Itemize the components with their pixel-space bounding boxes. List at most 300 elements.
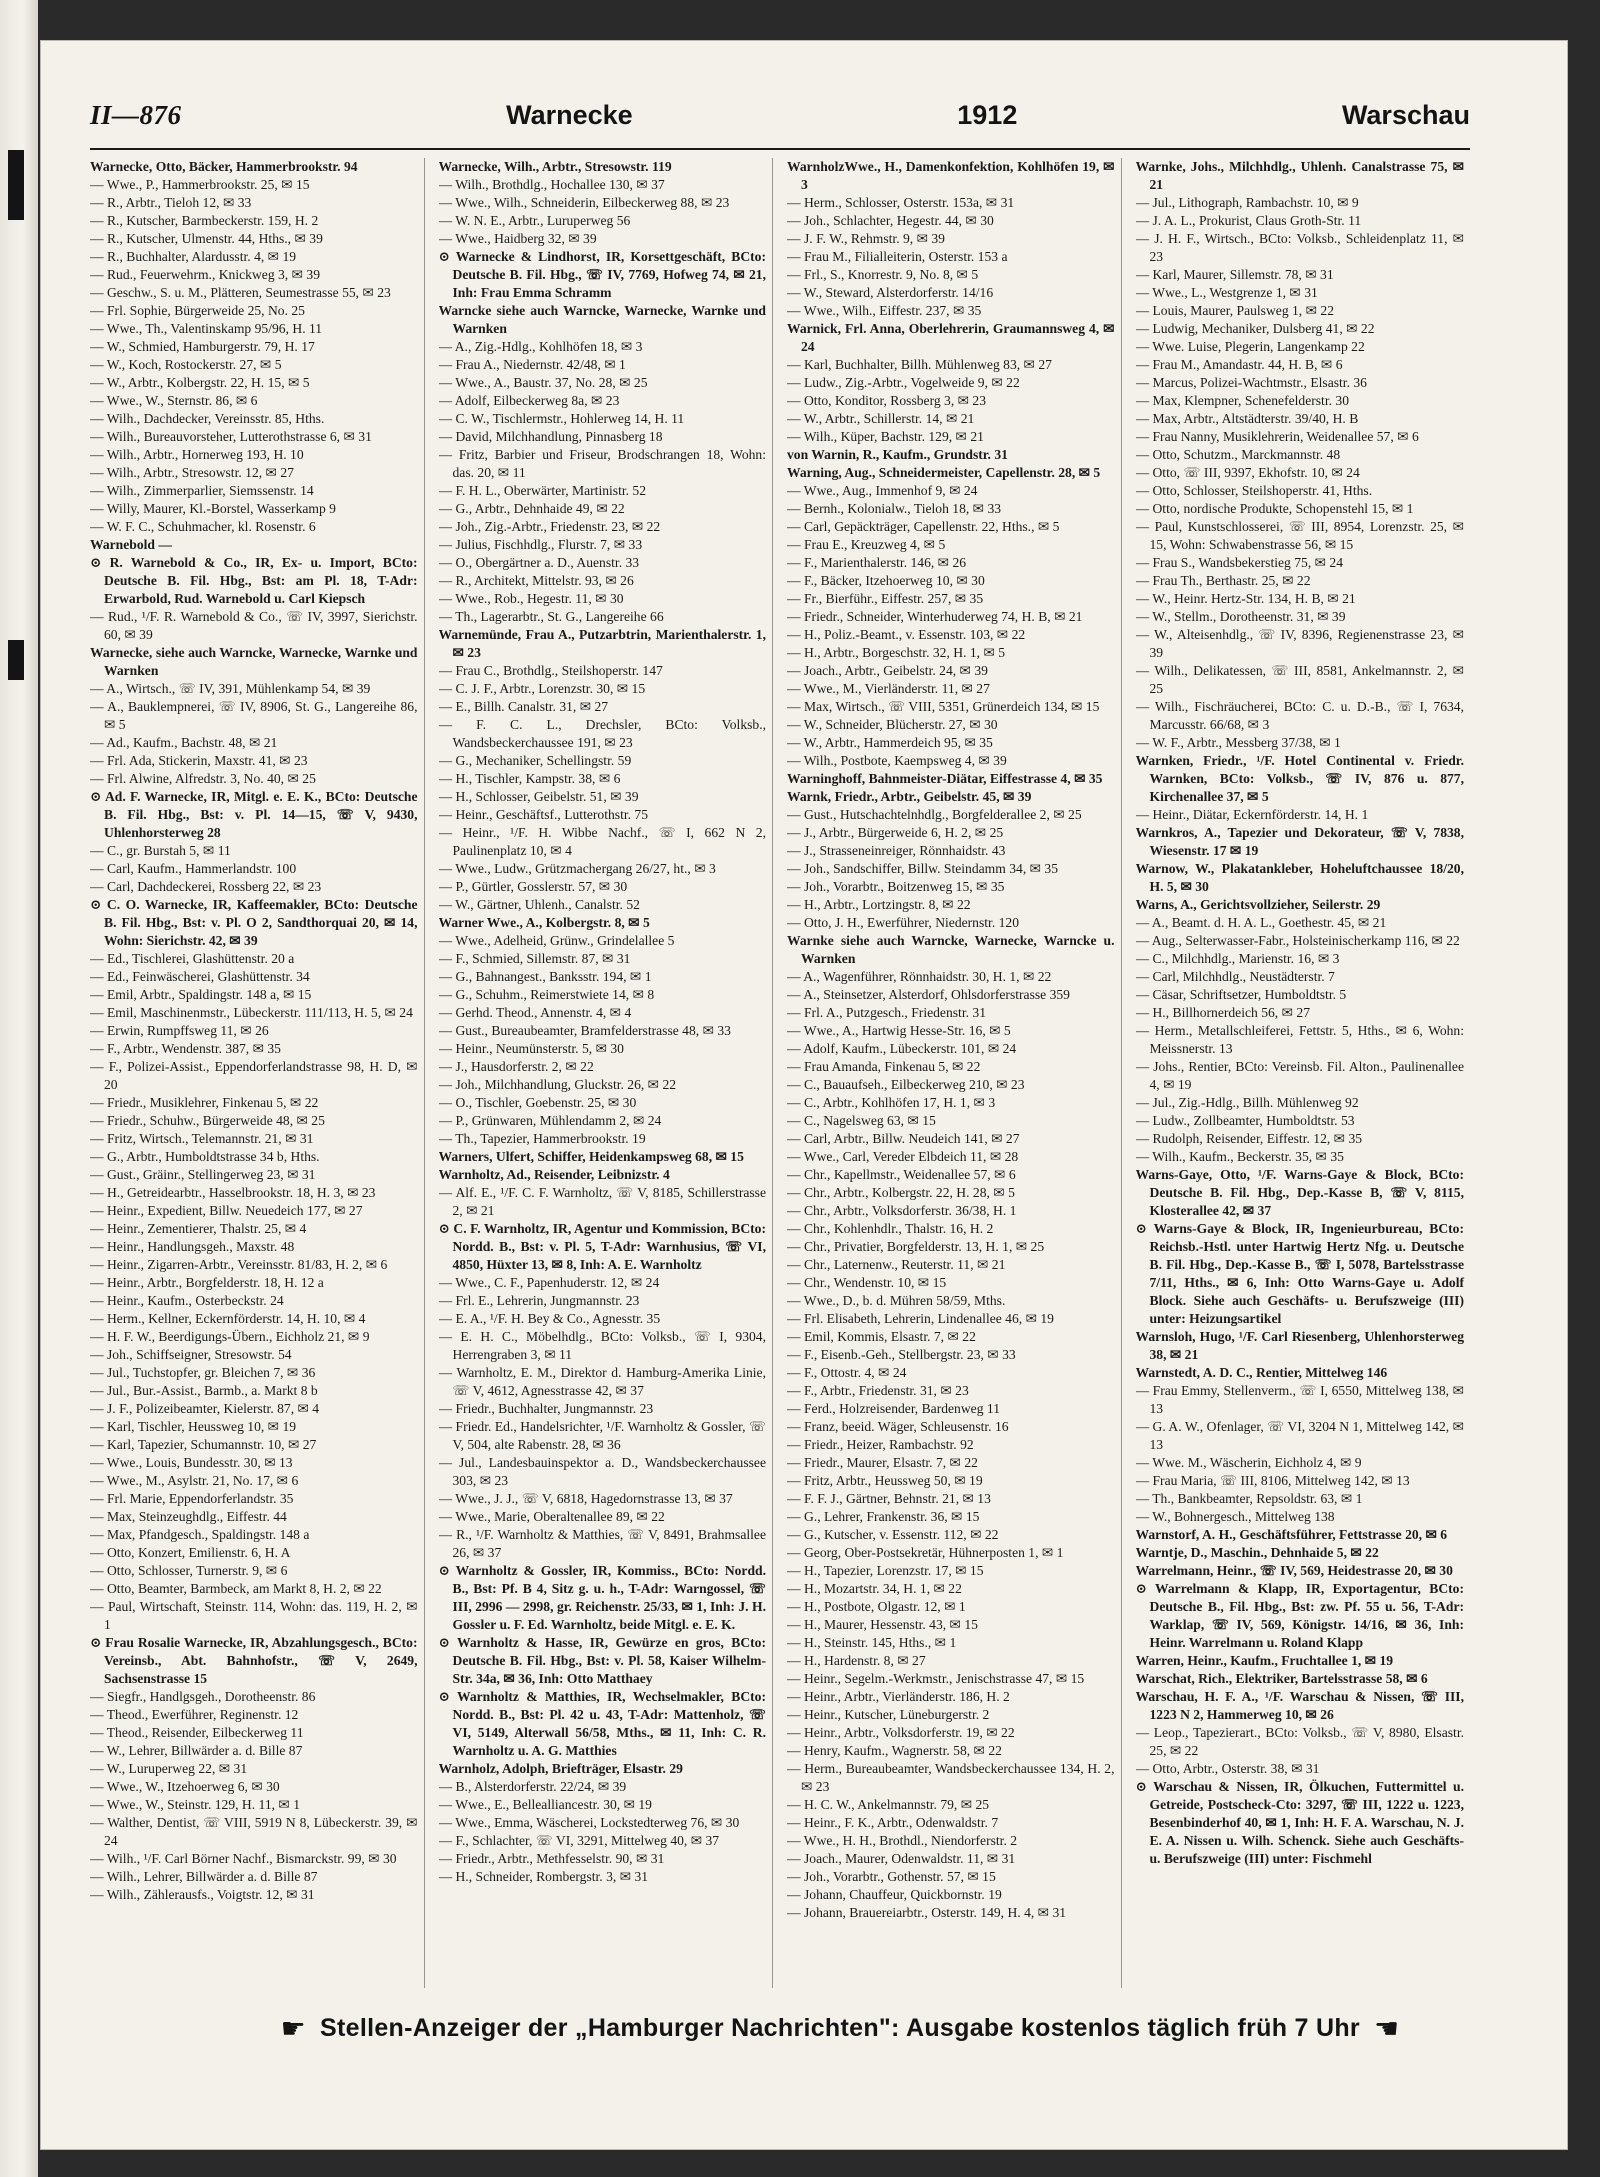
directory-entry: — Karl, Tapezier, Schumannstr. 10, ✉ 27: [90, 1437, 317, 1452]
directory-entry: — Max, Arbtr., Altstädterstr. 39/40, H. B: [1135, 411, 1359, 426]
directory-entry: — H., Poliz.-Beamt., v. Essenstr. 103, ✉ 22: [787, 627, 1026, 642]
directory-entry: — Wwe., Emma, Wäscherei, Lockstedterweg 76, ✉ 30: [438, 1815, 740, 1830]
directory-entry: — Friedr., Arbtr., Methfesselstr. 90, ✉ 31: [438, 1851, 665, 1866]
directory-entry: — Willy, Maurer, Kl.-Borstel, Wasserkamp 9: [90, 501, 336, 516]
directory-entry: — Wilh., Fischräucherei, BCto: C. u. D.-B., ☏ I, 7634, Marcusstr. 66/68, ✉ 3: [1135, 699, 1464, 732]
directory-entry: — Heinr., Zigarren-Arbtr., Vereinsstr. 81/83, H. 2, ✉ 6: [90, 1257, 388, 1272]
directory-entry: — F., Arbtr., Wendenstr. 387, ✉ 35: [90, 1041, 281, 1056]
directory-entry: — Heinr., Arbtr., Vierländerstr. 186, H. 2: [787, 1689, 1010, 1704]
directory-entry: — Wilh., Bureauvorsteher, Lutterothstrasse 6, ✉ 31: [90, 429, 372, 444]
directory-entry: Warnk, Friedr., Arbtr., Geibelstr. 45, ✉ 39: [787, 789, 1032, 804]
page-header: [90, 100, 1470, 140]
directory-entry: — Max, Klempner, Schenefelderstr. 30: [1135, 393, 1349, 408]
directory-entry: ⊙ Warnholtz & Matthies, IR, Wechselmakler, BCto: Nordd. B., Bst: Pl. 42 u. 43, T-Adr: Mattenholz, ☏ VI, 5149, Alterwall 56/58, Mths., ✉ 11, Inh: C. R. Warnholtz u. A. G. Matthies: [438, 1689, 766, 1758]
directory-entry: — Wilh., Küper, Bachstr. 129, ✉ 21: [787, 429, 984, 444]
directory-entry: — Walther, Dentist, ☏ VIII, 5919 N 8, Lübeckerstr. 39, ✉ 24: [90, 1815, 418, 1848]
directory-entry: — Alf. E., ¹/F. C. F. Warnholtz, ☏ V, 8185, Schillerstrasse 2, ✉ 21: [438, 1185, 766, 1218]
directory-entry: — H., Billhornerdeich 56, ✉ 27: [1135, 1005, 1310, 1020]
directory-entry: — Wwe., W., Sternstr. 86, ✉ 6: [90, 393, 258, 408]
pointing-hand-icon: ☛: [280, 2012, 307, 2044]
directory-entry: — Chr., Arbtr., Volksdorferstr. 36/38, H. 1: [787, 1203, 1017, 1218]
directory-entry: — Carl, Arbtr., Billw. Neudeich 141, ✉ 27: [787, 1131, 1020, 1146]
directory-entry: Warns, A., Gerichtsvollzieher, Seilerstr. 29: [1135, 897, 1381, 912]
directory-entry: — Otto, Schutzm., Marckmannstr. 48: [1135, 447, 1341, 462]
directory-entry: — W., Arbtr., Kolbergstr. 22, H. 15, ✉ 5: [90, 375, 310, 390]
column-2: [439, 158, 774, 1988]
directory-entry: Warnholz, Adolph, Briefträger, Elsastr. 29: [438, 1761, 683, 1776]
directory-entry: Warnecke, siehe auch Warncke, Warnecke, Warnke und Warnken: [90, 645, 418, 678]
directory-entry: ⊙ R. Warnebold & Co., IR, Ex- u. Import, BCto: Deutsche B. Fil. Hbg., Bst: am Pl. 18, T-Adr: Erwarbold, Rud. Warnebold u. Carl Kiepsch: [90, 555, 418, 606]
directory-entry: WarnholzWwe., H., Damenkonfektion, Kohlhöfen 19, ✉ 3: [787, 159, 1115, 192]
directory-entry: Warren, Heinr., Kaufm., Fruchtallee 1, ✉ 19: [1135, 1653, 1394, 1668]
directory-entry: — Wwe., Th., Valentinskamp 95/96, H. 11: [90, 321, 323, 336]
directory-entry: — Ludw., Zig.-Arbtr., Vogelweide 9, ✉ 22: [787, 375, 1020, 390]
directory-entry: — Carl, Gepäckträger, Capellenstr. 22, Hths., ✉ 5: [787, 519, 1060, 534]
directory-entry: — Frau E., Kreuzweg 4, ✉ 5: [787, 537, 946, 552]
directory-entry: — Friedr., Schneider, Winterhuderweg 74, H. B, ✉ 21: [787, 609, 1083, 624]
directory-columns: [90, 158, 1470, 1988]
directory-entry: — Wwe., C. F., Papenhuderstr. 12, ✉ 24: [438, 1275, 660, 1290]
directory-entry: — W., Lehrer, Billwärder a. d. Bille 87: [90, 1743, 303, 1758]
directory-entry: — Frau M., Amandastr. 44, H. B, ✉ 6: [1135, 357, 1343, 372]
directory-entry: — H., Schlosser, Geibelstr. 51, ✉ 39: [438, 789, 639, 804]
directory-entry: — Wwe., A., Hartwig Hesse-Str. 16, ✉ 5: [787, 1023, 1011, 1038]
directory-entry: — B., Alsterdorferstr. 22/24, ✉ 39: [438, 1779, 627, 1794]
directory-entry: — Gust., Bureaubeamter, Bramfelderstrasse 48, ✉ 33: [438, 1023, 731, 1038]
directory-entry: ⊙ Warschau & Nissen, IR, Ölkuchen, Futtermittel u. Getreide, Postscheck-Cto: 3297, ☏ III, 1222 u. 1223, Besenbinderhof 40, ✉ 1, Inh: H. F. A. Warschau, N. J. E. A. Nissen u. Wilh. Schenck. Siehe auch Geschäfts- u. Berufszweige (III) unter: Fischmehl: [1135, 1779, 1464, 1866]
directory-entry: — Wwe. M., Wäscherin, Eichholz 4, ✉ 9: [1135, 1455, 1362, 1470]
directory-entry: — Karl, Buchhalter, Billh. Mühlenweg 83, ✉ 27: [787, 357, 1052, 372]
footer-advert: [200, 2008, 1480, 2048]
directory-entry: Warrelmann, Heinr., ☏ IV, 569, Heidestrasse 20, ✉ 30: [1135, 1563, 1453, 1578]
directory-entry: Warnholtz, Ad., Reisender, Leibnizstr. 4: [438, 1167, 670, 1182]
directory-entry: ⊙ C. F. Warnholtz, IR, Agentur und Kommission, BCto: Nordd. B., Bst: v. Pl. 5, T-Adr: Warnhusius, ☏ VI, 4850, Hüxter 13, ✉ 8, Inh: A. E. Warnholtz: [438, 1221, 766, 1272]
directory-entry: — Heinr., Kutscher, Lüneburgerstr. 2: [787, 1707, 990, 1722]
directory-entry: — Max, Wirtsch., ☏ VIII, 5351, Grünerdeich 134, ✉ 15: [787, 699, 1100, 714]
directory-entry: — E. H. C., Möbelhdlg., BCto: Volksb., ☏ I, 9304, Herrengraben 3, ✉ 11: [438, 1329, 766, 1362]
directory-entry: — Jul., Lithograph, Rambachstr. 10, ✉ 9: [1135, 195, 1359, 210]
directory-entry: — Erwin, Rumpffsweg 11, ✉ 26: [90, 1023, 269, 1038]
page-number: II—876: [90, 100, 182, 130]
directory-entry: — Geschw., S. u. M., Plätteren, Seumestrasse 55, ✉ 23: [90, 285, 391, 300]
directory-entry: — Emil, Kommis, Elsastr. 7, ✉ 22: [787, 1329, 976, 1344]
directory-entry: — H., Tischler, Kampstr. 38, ✉ 6: [438, 771, 621, 786]
directory-entry: — W., Arbtr., Schillerstr. 14, ✉ 21: [787, 411, 975, 426]
directory-entry: — Frl. Sophie, Bürgerweide 25, No. 25: [90, 303, 305, 318]
directory-entry: — H., Arbtr., Borgeschstr. 32, H. 1, ✉ 5: [787, 645, 1006, 660]
directory-entry: — Carl, Milchhdlg., Neustädterstr. 7: [1135, 969, 1335, 984]
directory-entry: — O., Tischler, Goebenstr. 25, ✉ 30: [438, 1095, 637, 1110]
directory-entry: — Wilh., Dachdecker, Vereinsstr. 85, Hths.: [90, 411, 325, 426]
directory-entry: — H., Getreidearbtr., Hasselbrookstr. 18, H. 3, ✉ 23: [90, 1185, 376, 1200]
directory-entry: Warnkros, A., Tapezier und Dekorateur, ☏ V, 7838, Wiesenstr. 17 ✉ 19: [1135, 825, 1464, 858]
directory-entry: — Karl, Tischler, Heussweg 10, ✉ 19: [90, 1419, 297, 1434]
directory-entry: — Frau Amanda, Finkenau 5, ✉ 22: [787, 1059, 981, 1074]
directory-entry: — Aug., Selterwasser-Fabr., Holsteinischerkamp 116, ✉ 22: [1135, 933, 1460, 948]
directory-entry: — H., Maurer, Hessenstr. 43, ✉ 15: [787, 1617, 978, 1632]
directory-entry: — Bernh., Kolonialw., Tieloh 18, ✉ 33: [787, 501, 1002, 516]
directory-entry: — F. H. L., Oberwärter, Martinistr. 52: [438, 483, 647, 498]
directory-entry: — Wilh., Lehrer, Billwärder a. d. Bille 87: [90, 1869, 318, 1884]
column-1: [90, 158, 425, 1988]
directory-entry: — E. A., ¹/F. H. Bey & Co., Agnesstr. 35: [438, 1311, 661, 1326]
directory-entry: — Herm., Schlosser, Osterstr. 153a, ✉ 31: [787, 195, 1015, 210]
directory-entry: ⊙ Warnholtz & Hasse, IR, Gewürze en gros, BCto: Deutsche B. Fil. Hbg., Bst: v. Pl. 58, Kaiser Wilhelm-Str. 34a, ✉ 36, Inh: Otto Matthaey: [438, 1635, 766, 1686]
directory-entry: Warnebold —: [90, 537, 172, 552]
directory-entry: — Fritz, Wirtsch., Telemannstr. 21, ✉ 31: [90, 1131, 314, 1146]
directory-entry: — Heinr., Arbtr., Volksdorferstr. 19, ✉ 22: [787, 1725, 1015, 1740]
directory-entry: — Carl, Kaufm., Hammerlandstr. 100: [90, 861, 297, 876]
directory-entry: — G. A. W., Ofenlager, ☏ VI, 3204 N 1, Mittelweg 142, ✉ 13: [1135, 1419, 1464, 1452]
directory-entry: — Otto, Beamter, Barmbeck, am Markt 8, H. 2, ✉ 22: [90, 1581, 382, 1596]
directory-entry: — Wilh., Zählerausfs., Voigtstr. 12, ✉ 31: [90, 1887, 315, 1902]
directory-entry: — Joach., Arbtr., Geibelstr. 24, ✉ 39: [787, 663, 988, 678]
directory-entry: — Paul, Kunstschlosserei, ☏ III, 8954, Lorenzstr. 25, ✉ 15, Wohn: Schwabenstrasse 56, ✉ 15: [1135, 519, 1464, 552]
directory-entry: — F., Schmied, Sillemstr. 87, ✉ 31: [438, 951, 631, 966]
directory-entry: — Friedr., Maurer, Elsastr. 7, ✉ 22: [787, 1455, 978, 1470]
directory-entry: — W. F., Arbtr., Messberg 37/38, ✉ 1: [1135, 735, 1341, 750]
directory-entry: — Johann, Chauffeur, Quickbornstr. 19: [787, 1887, 1002, 1902]
directory-entry: — Frl. Marie, Eppendorferlandstr. 35: [90, 1491, 294, 1506]
directory-entry: — Fr., Bierführ., Eiffestr. 257, ✉ 35: [787, 591, 984, 606]
directory-entry: — Louis, Maurer, Paulsweg 1, ✉ 22: [1135, 303, 1334, 318]
directory-entry: Warns-Gaye, Otto, ¹/F. Warns-Gaye & Block, BCto: Deutsche B. Fil. Hbg., Dep.-Kasse B, ☏ V, 8115, Klosterallee 42, ✉ 37: [1135, 1167, 1464, 1218]
directory-entry: — Friedr., Schuhw., Bürgerweide 48, ✉ 25: [90, 1113, 325, 1128]
directory-entry: — R., Buchhalter, Alardusstr. 4, ✉ 19: [90, 249, 297, 264]
directory-entry: — Max, Steinzeughdlg., Eiffestr. 44: [90, 1509, 287, 1524]
directory-entry: — David, Milchhandlung, Pinnasberg 18: [438, 429, 663, 444]
directory-entry: — W. N. E., Arbtr., Luruperweg 56: [438, 213, 631, 228]
directory-entry: — Johann, Brauereiarbtr., Osterstr. 149, H. 4, ✉ 31: [787, 1905, 1067, 1920]
directory-entry: — C., Bauaufseh., Eilbeckerweg 210, ✉ 23: [787, 1077, 1025, 1092]
directory-entry: von Warnin, R., Kaufm., Grundstr. 31: [787, 447, 1008, 462]
last-entry-name: Warschau: [1341, 100, 1470, 130]
directory-entry: — Wwe., J. J., ☏ V, 6818, Hagedornstrasse 13, ✉ 37: [438, 1491, 733, 1506]
directory-entry: — F., Polizei-Assist., Eppendorferlandstrasse 98, H. D, ✉ 20: [90, 1059, 418, 1092]
directory-entry: Warnstorf, A. H., Geschäftsführer, Fettstrasse 20, ✉ 6: [1135, 1527, 1448, 1542]
directory-entry: — W. F. C., Schuhmacher, kl. Rosenstr. 6: [90, 519, 316, 534]
directory-entry: Warnecke, Wilh., Arbtr., Stresowstr. 119: [438, 159, 672, 174]
directory-entry: — J., Hausdorferstr. 2, ✉ 22: [438, 1059, 594, 1074]
directory-entry: — Frau S., Wandsbekerstieg 75, ✉ 24: [1135, 555, 1344, 570]
directory-entry: — Chr., Arbtr., Kolbergstr. 22, H. 28, ✉ 5: [787, 1185, 1015, 1200]
directory-entry: — R., ¹/F. Warnholtz & Matthies, ☏ V, 8491, Brahmsallee 26, ✉ 37: [438, 1527, 766, 1560]
directory-entry: — Jul., Tuchstopfer, gr. Bleichen 7, ✉ 36: [90, 1365, 316, 1380]
directory-entry: — Wwe., D., b. d. Mühren 58/59, Mths.: [787, 1293, 1006, 1308]
directory-entry: — Wilh., Arbtr., Hornerweg 193, H. 10: [90, 447, 304, 462]
directory-entry: — C., Arbtr., Kohlhöfen 17, H. 1, ✉ 3: [787, 1095, 996, 1110]
directory-entry: — W., Gärtner, Uhlenh., Canalstr. 52: [438, 897, 640, 912]
directory-entry: — Frau C., Brothdlg., Steilshoperstr. 147: [438, 663, 663, 678]
directory-entry: — W., Heinr. Hertz-Str. 134, H. B, ✉ 21: [1135, 591, 1356, 606]
directory-entry: — Otto, nordische Produkte, Schopenstehl 15, ✉ 1: [1135, 501, 1414, 516]
directory-entry: Warncke siehe auch Warncke, Warnecke, Warnke und Warnken: [438, 303, 766, 336]
column-4: [1136, 158, 1471, 1988]
directory-entry: — Fritz, Barbier und Friseur, Brodschrangen 18, Wohn: das. 20, ✉ 11: [438, 447, 766, 480]
directory-entry: — W., Stellm., Dorotheenstr. 31, ✉ 39: [1135, 609, 1346, 624]
directory-entry: — Otto, J. H., Ewerführer, Niedernstr. 120: [787, 915, 1020, 930]
directory-entry: ⊙ Frau Rosalie Warnecke, IR, Abzahlungsgesch., BCto: Vereinsb., Abt. Bahnhofstr., ☏ V, 2649, Sachsenstrasse 15: [90, 1635, 418, 1686]
year: 1912: [957, 100, 1018, 130]
directory-entry: — Gerhd. Theod., Annenstr. 4, ✉ 4: [438, 1005, 632, 1020]
directory-entry: Warnken, Friedr., ¹/F. Hotel Continental v. Friedr. Warnken, BCto: Volksb., ☏ IV, 876 u. 877, Kirchenallee 37, ✉ 5: [1135, 753, 1464, 804]
directory-entry: — Jul., Zig.-Hdlg., Billh. Mühlenweg 92: [1135, 1095, 1359, 1110]
pointing-hand-icon: ☚: [1373, 2012, 1400, 2044]
directory-entry: — A., Wagenführer, Rönnhaidstr. 30, H. 1, ✉ 22: [787, 969, 1052, 984]
directory-entry: — Friedr., Heizer, Rambachstr. 92: [787, 1437, 974, 1452]
directory-entry: — Heinr., Segelm.-Werkmstr., Jenischstrasse 47, ✉ 15: [787, 1671, 1085, 1686]
directory-entry: — H., Hardenstr. 8, ✉ 27: [787, 1653, 926, 1668]
directory-entry: — Wilh., Zimmerparlier, Siemssenstr. 14: [90, 483, 314, 498]
directory-entry: — Wwe. Luise, Plegerin, Langenkamp 22: [1135, 339, 1365, 354]
directory-entry: — O., Obergärtner a. D., Auenstr. 33: [438, 555, 640, 570]
directory-entry: — C., gr. Burstah 5, ✉ 11: [90, 843, 231, 858]
directory-entry: — Joh., Milchhandlung, Gluckstr. 26, ✉ 22: [438, 1077, 677, 1092]
directory-entry: — W., Alteisenhdlg., ☏ IV, 8396, Regienenstrasse 23, ✉ 39: [1135, 627, 1464, 660]
directory-entry: — Carl, Dachdeckerei, Rossberg 22, ✉ 23: [90, 879, 322, 894]
directory-entry: — Ludwig, Mechaniker, Dulsberg 41, ✉ 22: [1135, 321, 1375, 336]
directory-entry: — J. F. W., Rehmstr. 9, ✉ 39: [787, 231, 945, 246]
directory-entry: — F., Schlachter, ☏ VI, 3291, Mittelweg 40, ✉ 37: [438, 1833, 720, 1848]
directory-entry: — Otto, Konzert, Emilienstr. 6, H. A: [90, 1545, 291, 1560]
directory-entry: — Wwe., A., Baustr. 37, No. 28, ✉ 25: [438, 375, 648, 390]
directory-entry: — Rud., Feuerwehrm., Knickweg 3, ✉ 39: [90, 267, 320, 282]
directory-entry: — G., Schuhm., Reimerstwiete 14, ✉ 8: [438, 987, 655, 1002]
directory-entry: — F., Eisenb.-Geh., Stellbergstr. 23, ✉ 33: [787, 1347, 1016, 1362]
directory-entry: — F., Arbtr., Friedenstr. 31, ✉ 23: [787, 1383, 969, 1398]
directory-entry: — Wwe., L., Westgrenze 1, ✉ 31: [1135, 285, 1318, 300]
directory-entry: — Cäsar, Schriftsetzer, Humboldtstr. 5: [1135, 987, 1347, 1002]
directory-entry: Warschau, H. F. A., ¹/F. Warschau & Nissen, ☏ III, 1223 N 2, Hammerweg 10, ✉ 26: [1135, 1689, 1464, 1722]
directory-entry: — Wwe., Aug., Immenhof 9, ✉ 24: [787, 483, 978, 498]
directory-entry: — Heinr., F. K., Arbtr., Odenwaldstr. 7: [787, 1815, 999, 1830]
directory-entry: — J. A. L., Prokurist, Claus Groth-Str. 11: [1135, 213, 1362, 228]
directory-entry: — Wwe., Wilh., Schneiderin, Eilbeckerweg 88, ✉ 23: [438, 195, 730, 210]
directory-entry: — Joh., Zig.-Arbtr., Friedenstr. 23, ✉ 22: [438, 519, 661, 534]
column-3: [787, 158, 1122, 1988]
directory-entry: — Th., Tapezier, Hammerbrookstr. 19: [438, 1131, 646, 1146]
directory-entry: Warninghoff, Bahnmeister-Diätar, Eiffestrasse 4, ✉ 35: [787, 771, 1103, 786]
directory-entry: Warnsloh, Hugo, ¹/F. Carl Riesenberg, Uhlenhorsterweg 38, ✉ 21: [1135, 1329, 1464, 1362]
directory-entry: — Wwe., Ludw., Grützmachergang 26/27, ht., ✉ 3: [438, 861, 716, 876]
directory-entry: — H., Schneider, Rombergstr. 3, ✉ 31: [438, 1869, 649, 1884]
directory-entry: — Wwe., Rob., Hegestr. 11, ✉ 30: [438, 591, 624, 606]
directory-entry: — Otto, Konditor, Rossberg 3, ✉ 23: [787, 393, 987, 408]
directory-entry: — Friedr. Ed., Handelsrichter, ¹/F. Warnholtz & Gossler, ☏ V, 504, alte Rabenstr. 28, ✉ 36: [438, 1419, 766, 1452]
directory-entry: — Otto, Schlosser, Steilshoperstr. 41, Hths.: [1135, 483, 1373, 498]
directory-entry: — A., Wirtsch., ☏ IV, 391, Mühlenkamp 54, ✉ 39: [90, 681, 371, 696]
directory-entry: — Heinr., Zementierer, Thalstr. 25, ✉ 4: [90, 1221, 307, 1236]
directory-entry: Warners, Ulfert, Schiffer, Heidenkampsweg 68, ✉ 15: [438, 1149, 744, 1164]
directory-entry: — F., Marienthalerstr. 146, ✉ 26: [787, 555, 967, 570]
directory-entry: — J. H. F., Wirtsch., BCto: Volksb., Schleidenplatz 11, ✉ 23: [1135, 231, 1464, 264]
directory-entry: — Ludw., Zollbeamter, Humboldtstr. 53: [1135, 1113, 1355, 1128]
directory-entry: — Otto, Schlosser, Turnerstr. 9, ✉ 6: [90, 1563, 288, 1578]
directory-entry: — Gust., Hutschachtelnhdlg., Borgfelderallee 2, ✉ 25: [787, 807, 1082, 822]
directory-entry: — H., Steinstr. 145, Hths., ✉ 1: [787, 1635, 957, 1650]
directory-entry: — Theod., Reisender, Eilbeckerweg 11: [90, 1725, 304, 1740]
directory-entry: — Wwe., M., Asylstr. 21, No. 17, ✉ 6: [90, 1473, 299, 1488]
directory-entry: — Theod., Ewerführer, Reginenstr. 12: [90, 1707, 299, 1722]
directory-entry: — Joh., Vorarbtr., Gothenstr. 57, ✉ 15: [787, 1869, 996, 1884]
directory-entry: — Frl. E., Lehrerin, Jungmannstr. 23: [438, 1293, 640, 1308]
directory-entry: — H. F. W., Beerdigungs-Übern., Eichholz 21, ✉ 9: [90, 1329, 370, 1344]
directory-entry: — R., Architekt, Mittelstr. 93, ✉ 26: [438, 573, 634, 588]
directory-entry: — Frl. A., Putzgesch., Friedenstr. 31: [787, 1005, 986, 1020]
directory-entry: Warnke siehe auch Warncke, Warnecke, Warncke u. Warnken: [787, 933, 1115, 966]
directory-entry: — Friedr., Musiklehrer, Finkenau 5, ✉ 22: [90, 1095, 319, 1110]
directory-entry: ⊙ Ad. F. Warnecke, IR, Mitgl. e. E. K., BCto: Deutsche B. Fil. Hbg., Bst: v. Pl. 14—15, ☏ V, 9430, Uhlenhorsterweg 28: [90, 789, 418, 840]
directory-entry: — Chr., Wendenstr. 10, ✉ 15: [787, 1275, 947, 1290]
directory-entry: — Joh., Schiffseigner, Stresowstr. 54: [90, 1347, 292, 1362]
directory-entry: — Wilh., Delikatessen, ☏ III, 8581, Ankelmannstr. 2, ✉ 25: [1135, 663, 1464, 696]
directory-entry: — Wwe., Marie, Oberaltenallee 89, ✉ 22: [438, 1509, 665, 1524]
directory-entry: — Frau Nanny, Musiklehrerin, Weidenallee 57, ✉ 6: [1135, 429, 1419, 444]
directory-entry: — Marcus, Polizei-Wachtmstr., Elsastr. 36: [1135, 375, 1367, 390]
directory-entry: — Friedr., Buchhalter, Jungmannstr. 23: [438, 1401, 654, 1416]
directory-entry: — Wwe., Louis, Bundesstr. 30, ✉ 13: [90, 1455, 293, 1470]
directory-entry: — Heinr., Diätar, Eckernförderstr. 14, H. 1: [1135, 807, 1369, 822]
directory-entry: — P., Grünwaren, Mühlendamm 2, ✉ 24: [438, 1113, 662, 1128]
directory-entry: — Georg, Ober-Postsekretär, Hühnerposten 1, ✉ 1: [787, 1545, 1064, 1560]
directory-entry: — Henry, Kaufm., Wagnerstr. 58, ✉ 22: [787, 1743, 1002, 1758]
directory-entry: — Heinr., ¹/F. H. Wibbe Nachf., ☏ I, 662 N 2, Paulinenplatz 10, ✉ 4: [438, 825, 766, 858]
directory-entry: — Wwe., W., Steinstr. 129, H. 11, ✉ 1: [90, 1797, 301, 1812]
directory-entry: — Heinr., Handlungsgeh., Maxstr. 48: [90, 1239, 295, 1254]
directory-entry: — Karl, Maurer, Sillemstr. 78, ✉ 31: [1135, 267, 1334, 282]
directory-entry: Warschat, Rich., Elektriker, Bartelsstrasse 58, ✉ 6: [1135, 1671, 1428, 1686]
edge-mark: [8, 640, 24, 680]
directory-entry: Warning, Aug., Schneidermeister, Capellenstr. 28, ✉ 5: [787, 465, 1101, 480]
directory-entry: — Joach., Maurer, Odenwaldstr. 11, ✉ 31: [787, 1851, 1016, 1866]
directory-entry: — Joh., Schlachter, Hegestr. 44, ✉ 30: [787, 213, 994, 228]
directory-entry: Warnow, W., Plakatankleber, Hoheluftchaussee 18/20, H. 5, ✉ 30: [1135, 861, 1464, 894]
directory-entry: — Frau A., Niedernstr. 42/48, ✉ 1: [438, 357, 626, 372]
directory-entry: — Wwe., H. H., Brothdl., Niendorferstr. 2: [787, 1833, 1018, 1848]
directory-entry: — Heinr., Geschäftsf., Lutterothstr. 75: [438, 807, 649, 822]
directory-entry: — W., Steward, Alsterdorferstr. 14/16: [787, 285, 994, 300]
scanner-edge: [0, 0, 38, 2177]
first-entry-name: Warnecke: [506, 100, 633, 130]
directory-entry: — Th., Bankbeamter, Repsoldstr. 63, ✉ 1: [1135, 1491, 1363, 1506]
directory-entry: — Wwe., E., Bellealliancestr. 30, ✉ 19: [438, 1797, 652, 1812]
directory-entry: — Herm., Metallschleiferei, Fettstr. 5, Hths., ✉ 6, Wohn: Meissnerstr. 13: [1135, 1023, 1464, 1056]
directory-entry: Warnick, Frl. Anna, Oberlehrerin, Graumannsweg 4, ✉ 24: [787, 321, 1115, 354]
directory-entry: — W., Koch, Rostockerstr. 27, ✉ 5: [90, 357, 282, 372]
directory-entry: — Heinr., Neumünsterstr. 5, ✉ 30: [438, 1041, 624, 1056]
directory-entry: Warntje, D., Maschin., Dehnhaide 5, ✉ 22: [1135, 1545, 1379, 1560]
directory-entry: — Frl. Elisabeth, Lehrerin, Lindenallee 46, ✉ 19: [787, 1311, 1054, 1326]
directory-entry: — Wilh., Postbote, Kaempsweg 4, ✉ 39: [787, 753, 1007, 768]
directory-entry: — H., Mozartstr. 34, H. 1, ✉ 22: [787, 1581, 962, 1596]
directory-entry: Warnecke, Otto, Bäcker, Hammerbrookstr. 94: [90, 159, 358, 174]
directory-entry: — Fritz, Arbtr., Heussweg 50, ✉ 19: [787, 1473, 983, 1488]
directory-entry: — Wwe., Adelheid, Grünw., Grindelallee 5: [438, 933, 675, 948]
directory-entry: — H., Arbtr., Lortzingstr. 8, ✉ 22: [787, 897, 971, 912]
directory-entry: — C., Nagelsweg 63, ✉ 15: [787, 1113, 936, 1128]
directory-entry: — Wilh., Arbtr., Stresowstr. 12, ✉ 27: [90, 465, 294, 480]
directory-entry: — Julius, Fischhdlg., Flurstr. 7, ✉ 33: [438, 537, 643, 552]
directory-entry: ⊙ Warnecke & Lindhorst, IR, Korsettgeschäft, BCto: Deutsche B. Fil. Hbg., ☏ IV, 7769, Hofweg 74, ✉ 21, Inh: Frau Emma Schramm: [438, 249, 766, 300]
directory-entry: — R., Arbtr., Tieloh 12, ✉ 33: [90, 195, 252, 210]
directory-entry: — Rud., ¹/F. R. Warnebold & Co., ☏ IV, 3997, Sierichstr. 60, ✉ 39: [90, 609, 418, 642]
directory-entry: — J., Strasseneinreiger, Rönnhaidstr. 43: [787, 843, 1006, 858]
directory-entry: — G., Lehrer, Frankenstr. 36, ✉ 15: [787, 1509, 980, 1524]
directory-entry: — Emil, Arbtr., Spaldingstr. 148 a, ✉ 15: [90, 987, 312, 1002]
directory-entry: — Joh., Sandschiffer, Billw. Steindamm 34, ✉ 35: [787, 861, 1058, 876]
directory-entry: — F., Bäcker, Itzehoerweg 10, ✉ 30: [787, 573, 985, 588]
directory-entry: — Ferd., Holzreisender, Bardenweg 11: [787, 1401, 1000, 1416]
directory-entry: — Herm., Kellner, Eckernförderstr. 14, H. 10, ✉ 4: [90, 1311, 366, 1326]
directory-entry: — Ad., Kaufm., Bachstr. 48, ✉ 21: [90, 735, 278, 750]
directory-entry: — A., Bauklempnerei, ☏ IV, 8906, St. G., Langereihe 86, ✉ 5: [90, 699, 418, 732]
directory-entry: — R., Kutscher, Ulmenstr. 44, Hths., ✉ 39: [90, 231, 323, 246]
directory-entry: — A., Steinsetzer, Alsterdorf, Ohlsdorferstrasse 359: [787, 987, 1070, 1002]
directory-entry: — Heinr., Expedient, Billw. Neuedeich 177, ✉ 27: [90, 1203, 363, 1218]
directory-entry: — Frau Th., Berthastr. 25, ✉ 22: [1135, 573, 1311, 588]
directory-entry: — Frl., S., Knorrestr. 9, No. 8, ✉ 5: [787, 267, 979, 282]
directory-entry: — W., Schneider, Blücherstr. 27, ✉ 30: [787, 717, 998, 732]
directory-entry: — Wilh., Kaufm., Beckerstr. 35, ✉ 35: [1135, 1149, 1344, 1164]
directory-entry: — C. J. F., Arbtr., Lorenzstr. 30, ✉ 15: [438, 681, 646, 696]
directory-entry: — Siegfr., Handlgsgeh., Dorotheenstr. 86: [90, 1689, 316, 1704]
header-rule: [90, 148, 1470, 150]
directory-entry: — Wilh., Brothdlg., Hochallee 130, ✉ 37: [438, 177, 665, 192]
directory-entry: — G., Arbtr., Dehnhaide 49, ✉ 22: [438, 501, 625, 516]
directory-entry: — Gust., Gräinr., Stellingerweg 23, ✉ 31: [90, 1167, 316, 1182]
directory-entry: — W., Schmied, Hamburgerstr. 79, H. 17: [90, 339, 315, 354]
directory-entry: — Leop., Tapezierart., BCto: Volksb., ☏ V, 8980, Elsastr. 25, ✉ 22: [1135, 1725, 1464, 1758]
directory-entry: — Otto, Arbtr., Osterstr. 38, ✉ 31: [1135, 1761, 1320, 1776]
directory-entry: — E., Billh. Canalstr. 31, ✉ 27: [438, 699, 609, 714]
directory-entry: — Warnholtz, E. M., Direktor d. Hamburg-Amerika Linie, ☏ V, 4612, Agnesstrasse 42, ✉ 37: [438, 1365, 766, 1398]
directory-entry: — Frau Emmy, Stellenverm., ☏ I, 6550, Mittelweg 138, ✉ 13: [1135, 1383, 1464, 1416]
directory-entry: — Chr., Kapellmstr., Weidenallee 57, ✉ 6: [787, 1167, 1016, 1182]
directory-entry: — Chr., Kohlenhdlr., Thalstr. 16, H. 2: [787, 1221, 994, 1236]
directory-entry: — Chr., Laternenw., Reuterstr. 11, ✉ 21: [787, 1257, 1006, 1272]
directory-entry: — W., Arbtr., Hammerdeich 95, ✉ 35: [787, 735, 993, 750]
directory-entry: — C. W., Tischlermstr., Hohlerweg 14, H. 11: [438, 411, 685, 426]
directory-entry: — Ed., Feinwäscherei, Glashüttenstr. 34: [90, 969, 310, 984]
directory-entry: — Joh., Vorarbtr., Boitzenweg 15, ✉ 35: [787, 879, 1005, 894]
directory-entry: — Heinr., Kaufm., Osterbeckstr. 24: [90, 1293, 284, 1308]
directory-entry: — H., Postbote, Olgastr. 12, ✉ 1: [787, 1599, 966, 1614]
directory-entry: — G., Bahnangest., Banksstr. 194, ✉ 1: [438, 969, 652, 984]
directory-entry: — Wwe., Wilh., Eiffestr. 237, ✉ 35: [787, 303, 982, 318]
directory-entry: ⊙ Warns-Gaye & Block, IR, Ingenieurbureau, BCto: Reichsb.-Hstl. unter Hartwig Hertz Nfg. u. Deutsche B. Fil. Hbg., Dep.-Kasse B., ☏ I, 5078, Bartelsstrasse 7/11, Hths., ✉ 6, Inh: Otto Warns-Gaye u. Adolf Block. Siehe auch Geschäfts- u. Berufszweige (III) unter: Heizungsartikel: [1135, 1221, 1464, 1326]
directory-entry: — G., Kutscher, v. Essenstr. 112, ✉ 22: [787, 1527, 999, 1542]
directory-entry: — Max, Pfandgesch., Spaldingstr. 148 a: [90, 1527, 310, 1542]
directory-entry: — Wwe., P., Hammerbrookstr. 25, ✉ 15: [90, 177, 310, 192]
directory-entry: — Otto, ☏ III, 9397, Ekhofstr. 10, ✉ 24: [1135, 465, 1360, 480]
directory-entry: Warnstedt, A. D. C., Rentier, Mittelweg 146: [1135, 1365, 1388, 1380]
directory-entry: Warnke, Johs., Milchhdlg., Uhlenh. Canalstrasse 75, ✉ 21: [1135, 159, 1464, 192]
footer-text: Stellen-Anzeiger der „Hamburger Nachrichten": Ausgabe kostenlos täglich früh 7 Uhr: [320, 2013, 1360, 2042]
edge-mark: [8, 150, 24, 220]
directory-entry: — W., Bohnergesch., Mittelweg 138: [1135, 1509, 1335, 1524]
directory-entry: — R., Kutscher, Barmbeckerstr. 159, H. 2: [90, 213, 319, 228]
directory-entry: — Frl. Alwine, Alfredstr. 3, No. 40, ✉ 25: [90, 771, 316, 786]
directory-entry: ⊙ Warnholtz & Gossler, IR, Kommiss., BCto: Nordd. B., Bst: Pf. B 4, Sitz g. u. h., T-Adr: Warngossel, ☏ III, 2996 — 2998, gr. Reichenstr. 25/33, ✉ 1, Inh: J. H. Gossler u. F. Ed. Warnholtz, beide Mitgl. e. E. K.: [438, 1563, 766, 1632]
directory-entry: — Emil, Maschinenmstr., Lübeckerstr. 111/113, H. 5, ✉ 24: [90, 1005, 413, 1020]
directory-entry: — Rudolph, Reisender, Eiffestr. 12, ✉ 35: [1135, 1131, 1363, 1146]
directory-entry: — J., Arbtr., Bürgerweide 6, H. 2, ✉ 25: [787, 825, 1004, 840]
directory-entry: — Chr., Privatier, Borgfelderstr. 13, H. 1, ✉ 25: [787, 1239, 1045, 1254]
directory-entry: — Wilh., ¹/F. Carl Börner Nachf., Bismarckstr. 99, ✉ 30: [90, 1851, 397, 1866]
directory-entry: — Adolf, Kaufm., Lübeckerstr. 101, ✉ 24: [787, 1041, 1017, 1056]
directory-entry: — Johs., Rentier, BCto: Vereinsb. Fil. Alton., Paulinenallee 4, ✉ 19: [1135, 1059, 1464, 1092]
directory-entry: — W., Luruperweg 22, ✉ 31: [90, 1761, 248, 1776]
